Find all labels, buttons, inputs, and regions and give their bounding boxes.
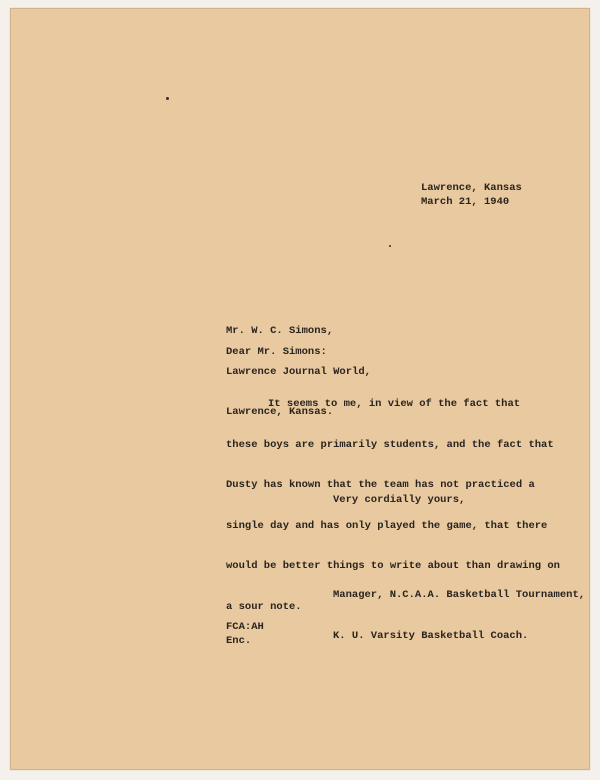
complimentary-close: Very cordially yours, xyxy=(333,494,466,506)
salutation: Dear Mr. Simons: xyxy=(226,346,327,358)
recipient-line: Lawrence, Kansas. xyxy=(226,406,334,418)
letter-page xyxy=(10,8,590,770)
body-line: single day and has only played the game, that there xyxy=(226,519,548,532)
body-line: It seems to me, in view of the fact that xyxy=(268,398,521,410)
body-line: Dusty has known that the team has not practiced a xyxy=(226,479,535,491)
recipient-line: Mr. W. C. Simons, xyxy=(226,325,334,337)
enclosure-notation: Enc. xyxy=(226,635,252,647)
signature-title: K. U. Varsity Basketball Coach. xyxy=(333,629,529,642)
recipient-line: Lawrence Journal World, xyxy=(226,365,371,378)
body-line: would be better things to write about than drawing on xyxy=(226,560,560,572)
signature-block xyxy=(333,562,585,670)
signature-title: Manager, N.C.A.A. Basketball Tournament, xyxy=(333,589,586,601)
letter-date: March 21, 1940 xyxy=(421,196,510,208)
reference-initials: FCA:AH xyxy=(226,621,264,633)
paper-speck xyxy=(389,245,391,247)
paper-speck xyxy=(166,97,169,100)
body-line: a sour note. xyxy=(226,600,302,613)
body-line: these boys are primarily students, and the fact that xyxy=(226,438,554,451)
letter-place: Lawrence, Kansas xyxy=(421,182,522,194)
